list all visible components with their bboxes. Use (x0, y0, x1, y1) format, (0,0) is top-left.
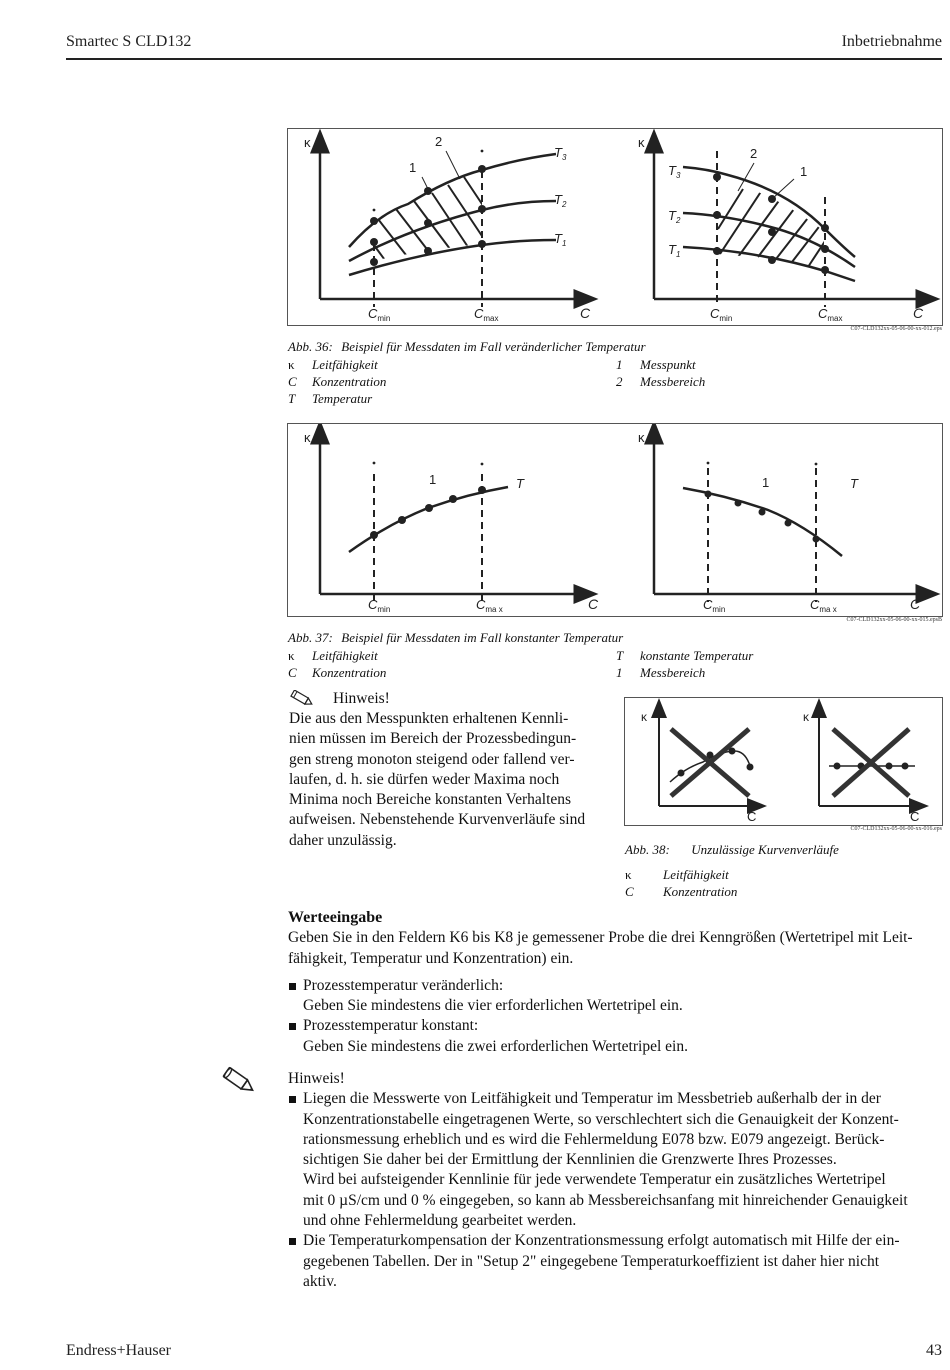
abb37-legend-row: C Konzentration (288, 665, 387, 680)
svg-text:T1: $T_1$ (554, 231, 567, 248)
abb36-file-id: C07-CLD132xx-05-06-00-xx-012.eps (850, 326, 942, 332)
svg-text:T3: $T_3$ (554, 145, 567, 162)
svg-text:C: C (910, 596, 921, 612)
abb36-legend-row: κ Leitfähigkeit (288, 357, 378, 372)
header-rule (66, 58, 942, 60)
werteeingabe-heading: Werteeingabe (288, 909, 383, 926)
svg-text:κ: κ (641, 710, 647, 724)
figure-abb37 (287, 423, 943, 617)
abb37-caption-num: Abb. 37: (288, 630, 333, 645)
svg-text:T1: $T_1$ (668, 242, 681, 259)
abb36-diagram (288, 129, 942, 325)
svg-text:2: 2 (435, 134, 443, 149)
abb37-left-chart (304, 430, 599, 614)
note1 (289, 689, 619, 851)
svg-text:Cmin: $C_{min}$ (703, 597, 726, 614)
abb36-left-chart (304, 134, 591, 323)
figure-abb36 (287, 128, 943, 326)
abb36-caption-text: Beispiel für Messdaten im Fall veränderlicher Temperatur (341, 339, 646, 354)
svg-text:C: C (910, 809, 920, 824)
abb37-caption (288, 630, 623, 646)
abb37-file-id: C07-CLD132xx-05-06-00-xx-015.epsB (846, 617, 942, 623)
svg-text:Cmax: $C_{max}$ (474, 306, 499, 323)
svg-text:κ: κ (638, 135, 645, 150)
note2-bullet: Liegen die Messwerte von Leitfähigkeit und Temperatur im Messbetrieb außerhalb der in der Konzentrationstabelle eingetragenen Werte, so verschlechtert sich die Genauigkeit der Konzent- rationsmessung erheblich und es wird die Fehlermeldung E078 bzw. E079 angezeigt. Berück- sichtigen Sie daher bei der Ermittlung der Kennlinien die Grenzwerte Ihres Prozesses. Wird bei aufsteigender Kennlinie für jede verwendete Temperatur ein zusätzliches Wertetripel mit 0 µS/cm und 0 % eingegeben, so kann ab Messbereichsanfang mit hinreichender Genauigkeit und ohne Fehlermeldung gearbeitet werden. (288, 1089, 948, 1231)
header-product: Smartec S CLD132 (66, 33, 192, 50)
abb37-legend-row: κ Leitfähigkeit (288, 648, 378, 663)
svg-text:1: 1 (409, 160, 417, 175)
svg-text:C: C (747, 809, 757, 824)
svg-text:Cmin: $C_{min}$ (368, 306, 391, 323)
pencil-icon (289, 690, 315, 708)
abb36-right-chart (638, 135, 928, 323)
abb37-legend-row: 1 Messbereich (616, 665, 706, 680)
note2-title: Hinweis! (288, 1070, 345, 1087)
note2-bullet: Die Temperaturkompensation der Konzentrationsmessung erfolgt automatisch mit Hilfe der ein- gegebenen Tabellen. Der in "Setup 2" eingegebene Temperaturkoeffizient ist daher hier nicht aktiv. (288, 1231, 948, 1292)
werteeingabe-section (288, 908, 948, 1057)
abb38-caption (625, 842, 839, 858)
abb37-diagram (288, 424, 942, 616)
svg-text:Cmin: $C_{min}$ (368, 597, 391, 614)
svg-text:1: 1 (762, 475, 770, 490)
footer-company: Endress+Hauser (66, 1342, 171, 1359)
svg-text:κ: κ (304, 135, 311, 150)
abb36-legend-row: 1 Messpunkt (616, 357, 696, 372)
svg-text:T2: $T_2$ (668, 208, 681, 225)
svg-text:Cmax: $C_{max}$ (818, 306, 843, 323)
svg-text:2: 2 (750, 146, 758, 161)
svg-text:T3: $T_3$ (668, 163, 681, 180)
footer-page-number: 43 (926, 1342, 942, 1359)
abb36-caption-num: Abb. 36: (288, 339, 333, 354)
abb37-caption-text: Beispiel für Messdaten im Fall konstanter Temperatur (341, 630, 624, 645)
svg-text:T2: $T_2$ (554, 192, 567, 209)
pencil-icon (220, 1066, 260, 1098)
svg-text:T: T (850, 476, 858, 491)
abb38-left-chart (641, 708, 757, 824)
werteeingabe-bullet: Prozesstemperatur konstant: Geben Sie mindestens die zwei erforderlichen Wertetripel ein. (288, 1016, 948, 1057)
svg-text:T: T (516, 476, 524, 491)
svg-text:κ: κ (304, 430, 311, 445)
abb36-caption (288, 339, 646, 355)
abb37-legend-row: T konstante Temperatur (616, 648, 754, 663)
abb38-right-chart (803, 708, 919, 824)
abb38-caption-num: Abb. 38: (625, 842, 670, 857)
note1-text: Die aus den Messpunkten erhaltenen Kennli- nien müssen im Bereich der Prozessbedingun- gen streng monoton steigend oder fallend ver- laufen, d. h. sie dürfen weder Maxima noch Minima noch Bereiche konstanten Verhaltens aufweisen. Nebenstehende Kurvenverläufe sind daher unzulässig. (289, 710, 586, 849)
abb38-legend-row: C Konzentration (625, 884, 738, 899)
abb36-legend-row: 2 Messbereich (616, 374, 706, 389)
note1-title: Hinweis! (333, 689, 390, 707)
svg-text:Cma x: $C_{ma x}$ (810, 597, 837, 614)
svg-text:Cmin: $C_{min}$ (710, 306, 733, 323)
header-section: Inbetriebnahme (841, 33, 942, 50)
svg-text:κ: κ (803, 710, 809, 724)
werteeingabe-bullet: Prozesstemperatur veränderlich: Geben Sie mindestens die vier erforderlichen Wertetripel ein. (288, 976, 948, 1017)
svg-text:1: 1 (429, 472, 437, 487)
abb38-legend-row: κ Leitfähigkeit (625, 867, 729, 882)
abb36-legend-row: C Konzentration (288, 374, 387, 389)
abb38-file-id: C07-CLD132xx-05-06-00-xx-016.eps (850, 826, 942, 832)
note2 (288, 1069, 948, 1292)
abb38-diagram (625, 698, 942, 825)
figure-abb38 (624, 697, 943, 826)
svg-text:1: 1 (800, 164, 808, 179)
svg-text:κ: κ (638, 430, 645, 445)
werteeingabe-intro: Geben Sie in den Feldern K6 bis K8 je gemessener Probe die drei Kenngrößen (Wertetripel mit Leit- fähigkeit, Temperatur und Konzentration) ein. (288, 929, 913, 967)
abb38-caption-text: Unzulässige Kurvenverläufe (691, 842, 839, 857)
abb36-legend-row: T Temperatur (288, 391, 373, 406)
svg-text:C: C (580, 305, 591, 321)
svg-text:C: C (588, 596, 599, 612)
abb37-right-chart (638, 430, 928, 614)
svg-text:C: C (913, 305, 924, 321)
svg-text:Cma x: $C_{ma x}$ (476, 597, 503, 614)
